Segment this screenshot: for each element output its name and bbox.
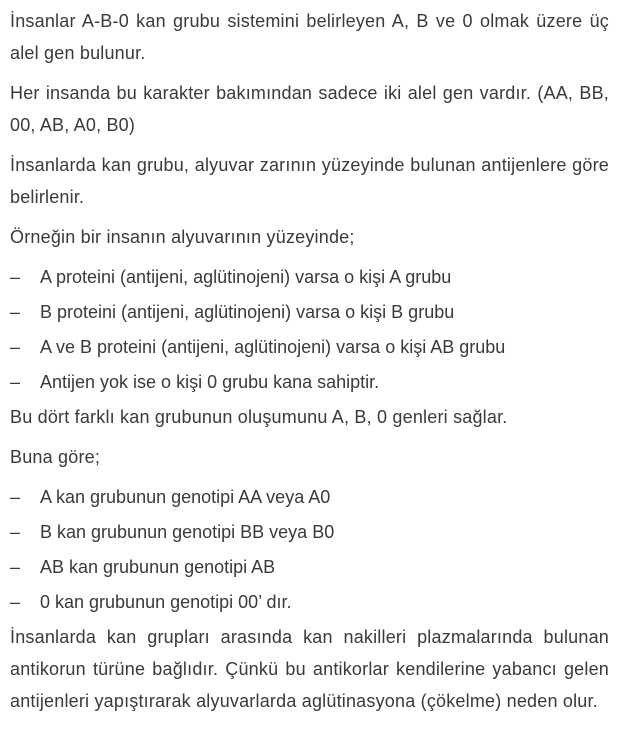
list-item-text: B kan grubunun genotipi BB veya B0 bbox=[40, 522, 335, 542]
list-item-text: AB kan grubunun genotipi AB bbox=[40, 557, 276, 577]
list-item bbox=[10, 331, 609, 363]
paragraph: İnsanlar A-B-0 kan grubu sistemini belirleyen A, B ve 0 olmak üzere üç alel gen bulunur. bbox=[10, 11, 609, 63]
dash-marker: – bbox=[10, 337, 21, 357]
paragraph: Buna göre; bbox=[10, 447, 101, 467]
paragraph: İnsanlarda kan grupları arasında kan nakilleri plazmalarında bulunan antikorun türüne bağlıdır. Çünkü bu antikorlar kendilerine yabancı gelen antijenleri yapıştırarak alyuvarlarda aglütinasyona (çökelme) neden olur. bbox=[10, 627, 609, 711]
dash-marker: – bbox=[10, 302, 21, 322]
dash-marker: – bbox=[10, 267, 21, 287]
dash-marker: – bbox=[10, 522, 21, 542]
list-item bbox=[10, 586, 609, 618]
list-item bbox=[10, 261, 609, 293]
paragraph: Her insanda bu karakter bakımından sadece iki alel gen vardır. (AA, BB, 00, AB, A0, B0) bbox=[10, 83, 609, 135]
list-item bbox=[10, 551, 609, 583]
dash-marker: – bbox=[10, 592, 21, 612]
list-item-text: B proteini (antijeni, aglütinojeni) varsa o kişi B grubu bbox=[40, 302, 455, 322]
list-item bbox=[10, 366, 609, 398]
dash-marker: – bbox=[10, 557, 21, 577]
text-blocks-container bbox=[10, 5, 609, 717]
list-item-text: A ve B proteini (antijeni, aglütinojeni) varsa o kişi AB grubu bbox=[40, 337, 506, 357]
list-item-text: A kan grubunun genotipi AA veya A0 bbox=[40, 487, 331, 507]
list-item-text: Antijen yok ise o kişi 0 grubu kana sahiptir. bbox=[40, 372, 380, 392]
paragraph: Örneğin bir insanın alyuvarının yüzeyinde; bbox=[10, 227, 355, 247]
list-item-text: 0 kan grubunun genotipi 00’ dır. bbox=[40, 592, 292, 612]
paragraph: İnsanlarda kan grubu, alyuvar zarının yüzeyinde bulunan antijenlere göre belirlenir. bbox=[10, 155, 609, 207]
dash-marker: – bbox=[10, 372, 21, 392]
dash-marker: – bbox=[10, 487, 21, 507]
list-item bbox=[10, 516, 609, 548]
paragraph: Bu dört farklı kan grubunun oluşumunu A, B, 0 genleri sağlar. bbox=[10, 407, 508, 427]
list-item bbox=[10, 481, 609, 513]
list-item bbox=[10, 296, 609, 328]
list-item-text: A proteini (antijeni, aglütinojeni) varsa o kişi A grubu bbox=[40, 267, 452, 287]
